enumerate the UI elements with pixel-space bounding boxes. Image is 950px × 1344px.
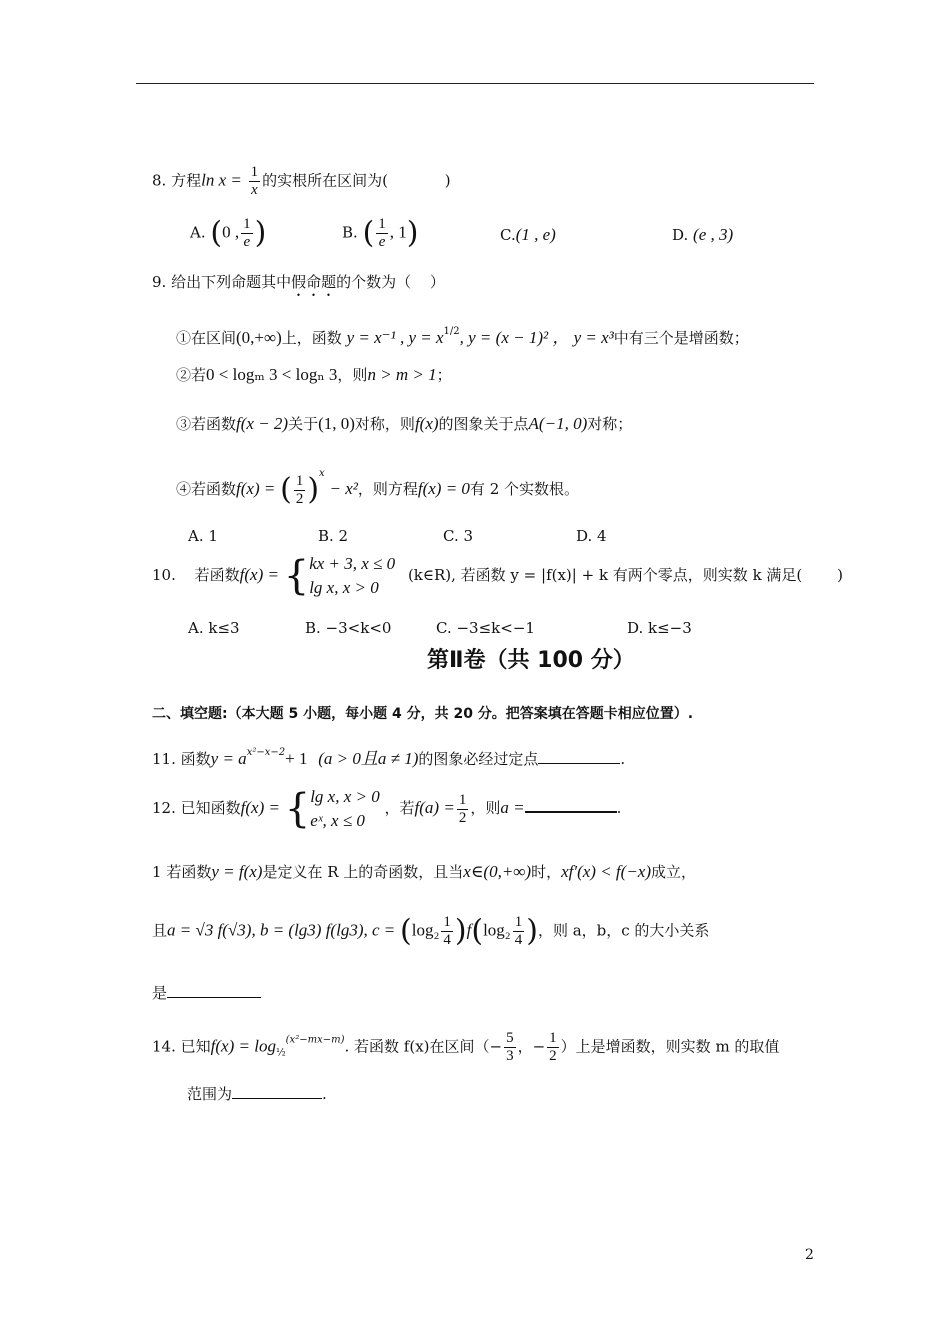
- question-9-statement-3: ③若函数f(x − 2)关于(1, 0)对称，则f(x)的图象关于点A(−1, 0)对称；: [176, 414, 633, 433]
- question-13-line-1: 1 若函数y = f(x)是定义在 R 上的奇函数，且当x∈(0,+∞)时，xf′(x) < f(−x)成立，: [152, 862, 697, 881]
- question-8-option-c[interactable]: C.(1 , e): [500, 225, 556, 244]
- question-14-line-2: 范围为 .: [187, 1085, 327, 1103]
- fill-in-heading: 二、填空题:（本大题 5 小题，每小题 4 分，共 20 分。把答案填在答题卡相应位置）.: [152, 706, 694, 722]
- answer-blank[interactable]: [525, 797, 617, 813]
- question-14-line-1: 14. 已知$f(x) = \log_{\frac{1}{2}}^{(x^2-mx-m)}$. 若函数 f(x)在区间（− $\frac{5}{3}$ ，− $\frac{1}{2}$ ）上是增函数，则实数 m 的取值: [152, 1030, 780, 1064]
- question-13-line-2: 且a = √3 f(√3), b = (lg3) f(lg3), c = (log₂ $\frac{1}{4}$ )f(log₂ $\frac{1}{4}$ )，则 a，b，c 的大小关系: [152, 913, 710, 949]
- question-10-option-d[interactable]: D. k≤−3: [627, 619, 692, 637]
- question-8-option-b[interactable]: B. ( $\frac{1}{e}$ , 1): [342, 215, 419, 251]
- answer-blank[interactable]: [538, 749, 620, 764]
- question-9-statement-2: ②若0 < logₘ 3 < logₙ 3，则n > m > 1；: [176, 365, 452, 384]
- question-10-option-b[interactable]: B. −3<k<0: [305, 619, 392, 637]
- question-8-option-a[interactable]: A. (0 , $\frac{1}{e}$ ): [190, 215, 267, 251]
- question-9-option-c[interactable]: C. 3: [443, 527, 474, 545]
- question-9-statement-4: ④若函数f(x) = ( $\frac{1}{2}$ )$^x$ − x²，则方程f(x) = 0有 2 个实数根。: [176, 468, 580, 507]
- header-rule: [136, 83, 814, 84]
- answer-blank[interactable]: [232, 1084, 322, 1099]
- piecewise-cases: lg x, x > 0 eˣ, x ≤ 0: [310, 787, 380, 830]
- question-10-option-a[interactable]: A. k≤3: [188, 619, 240, 637]
- question-12: 12. 已知函数f(x) = { lg x, x > 0 eˣ, x ≤ 0 ，若f(a) = $\frac{1}{2}$ ，则a = .: [152, 786, 622, 832]
- question-8-option-d[interactable]: D. (e , 3): [672, 225, 734, 244]
- fraction: $\frac{1}{x}$: [250, 164, 259, 198]
- question-8: 8. 方程ln x = $\frac{1}{x}$ 的实根所在区间为( ): [152, 164, 451, 198]
- question-11: 11. 函数$y = a^{x^2-x-2}+ 1$ (a > 0且a ≠ 1)的图象必经过定点 .: [152, 747, 626, 768]
- question-9-statement-1: ①在区间(0,+∞)上，函数 y = x⁻¹ , $y = x^{1/2}$, y = (x − 1)² ， y = x³中有三个是增函数；: [176, 326, 749, 347]
- page-number: 2: [805, 1247, 814, 1263]
- question-9-option-b[interactable]: B. 2: [318, 527, 349, 545]
- answer-blank[interactable]: [167, 983, 261, 998]
- question-9-option-d[interactable]: D. 4: [576, 527, 607, 545]
- section-title: 第Ⅱ卷（共 100 分）: [427, 648, 635, 673]
- question-10-option-c[interactable]: C. −3≤k<−1: [436, 619, 535, 637]
- question-13-line-3: 是: [152, 983, 261, 1003]
- question-10: 10. 若函数f(x) = { kx + 3, x ≤ 0 lg x, x > 0 (k∈R), 若函数 y = |f(x)| + k 有两个零点，则实数 k 满足( ): [152, 553, 843, 599]
- question-9-option-a[interactable]: A. 1: [188, 527, 218, 545]
- question-9: 9. 给出下列命题其中假命题的个数为（ ）: [152, 273, 445, 291]
- piecewise-cases: kx + 3, x ≤ 0 lg x, x > 0: [309, 554, 396, 597]
